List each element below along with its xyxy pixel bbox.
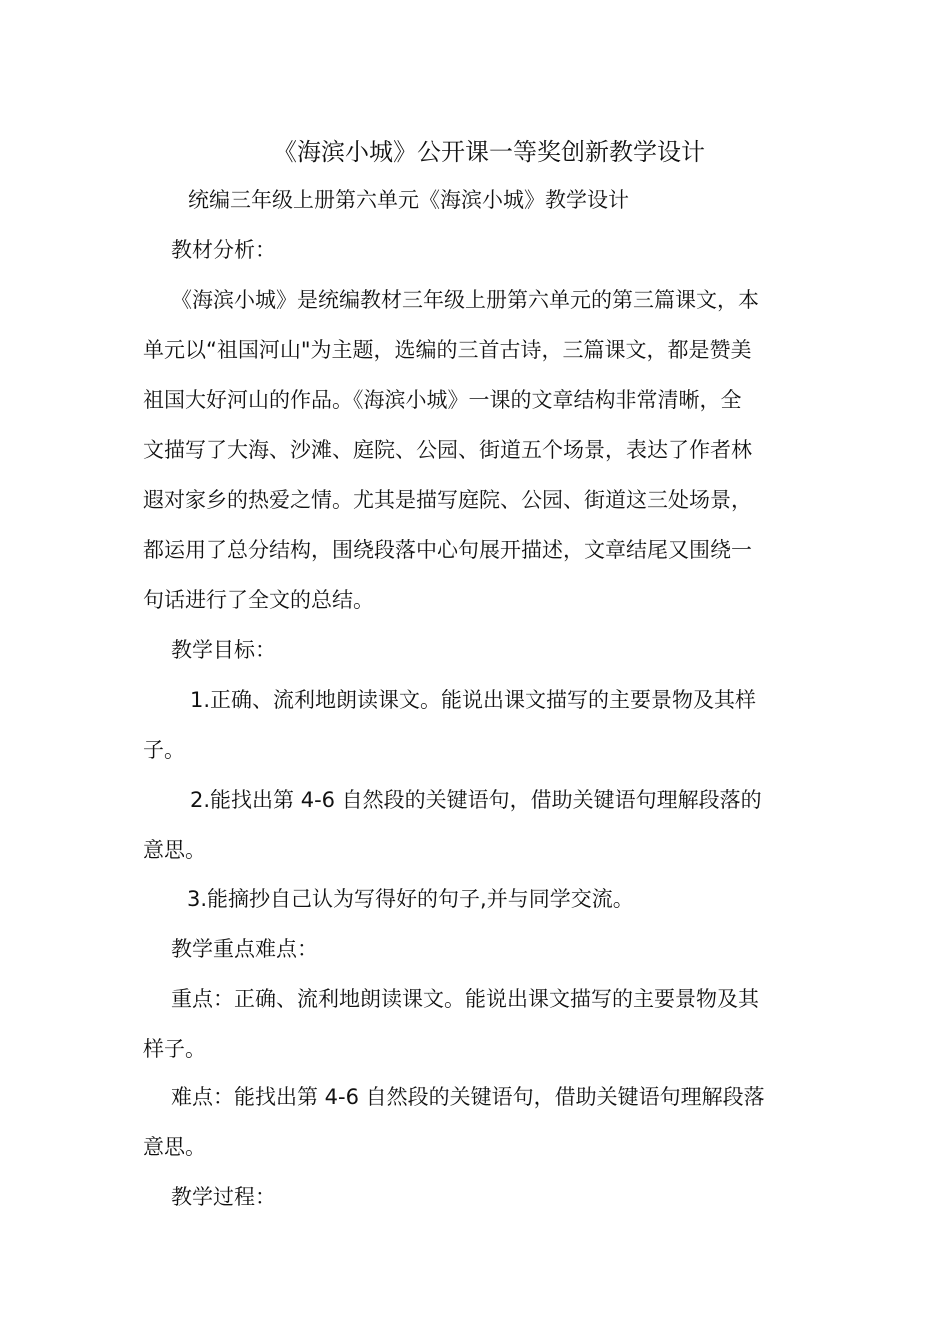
difficulty-line-1: 难点：能找出第 4-6 自然段的关键语句，借助关键语句理解段落 xyxy=(171,1085,765,1109)
material-line-5: 遐对家乡的热爱之情。尤其是描写庭院、公园、街道这三处场景， xyxy=(143,488,752,512)
key-heading: 教学重点难点： xyxy=(171,937,318,961)
goal-3-line: 3.能摘抄自己认为写得好的句子,并与同学交流。 xyxy=(187,887,634,911)
material-line-4: 文描写了大海、沙滩、庭院、公园、街道五个场景，表达了作者林 xyxy=(143,438,752,462)
key-line-2: 样子。 xyxy=(143,1037,206,1061)
document-title: 《海滨小城》公开课一等奖创新教学设计 xyxy=(273,138,705,166)
key-line-1: 重点：正确、流利地朗读课文。能说出课文描写的主要景物及其 xyxy=(171,987,759,1011)
material-line-3: 祖国大好河山的作品。《海滨小城》一课的文章结构非常清晰，全 xyxy=(143,388,742,412)
goals-heading: 教学目标： xyxy=(171,638,276,662)
material-line-2: 单元以“祖国河山"为主题，选编的三首古诗，三篇课文，都是赞美 xyxy=(143,338,752,362)
difficulty-line-2: 意思。 xyxy=(143,1135,206,1159)
material-line-7: 句话进行了全文的总结。 xyxy=(143,588,374,612)
material-heading: 教材分析： xyxy=(171,238,276,262)
material-line-6: 都运用了总分结构，围绕段落中心句展开描述，文章结尾又围绕一 xyxy=(143,538,752,562)
goal-2-line-2: 意思。 xyxy=(143,838,206,862)
goal-2-line-1: 2.能找出第 4-6 自然段的关键语句，借助关键语句理解段落的 xyxy=(190,788,762,812)
goal-1-line-1: 1.正确、流利地朗读课文。能说出课文描写的主要景物及其样 xyxy=(190,688,757,712)
material-line-1: 《海滨小城》是统编教材三年级上册第六单元的第三篇课文，本 xyxy=(171,288,759,312)
goal-1-line-2: 子。 xyxy=(143,738,185,762)
document-subtitle: 统编三年级上册第六单元《海滨小城》教学设计 xyxy=(188,188,629,212)
process-heading: 教学过程： xyxy=(171,1185,276,1209)
